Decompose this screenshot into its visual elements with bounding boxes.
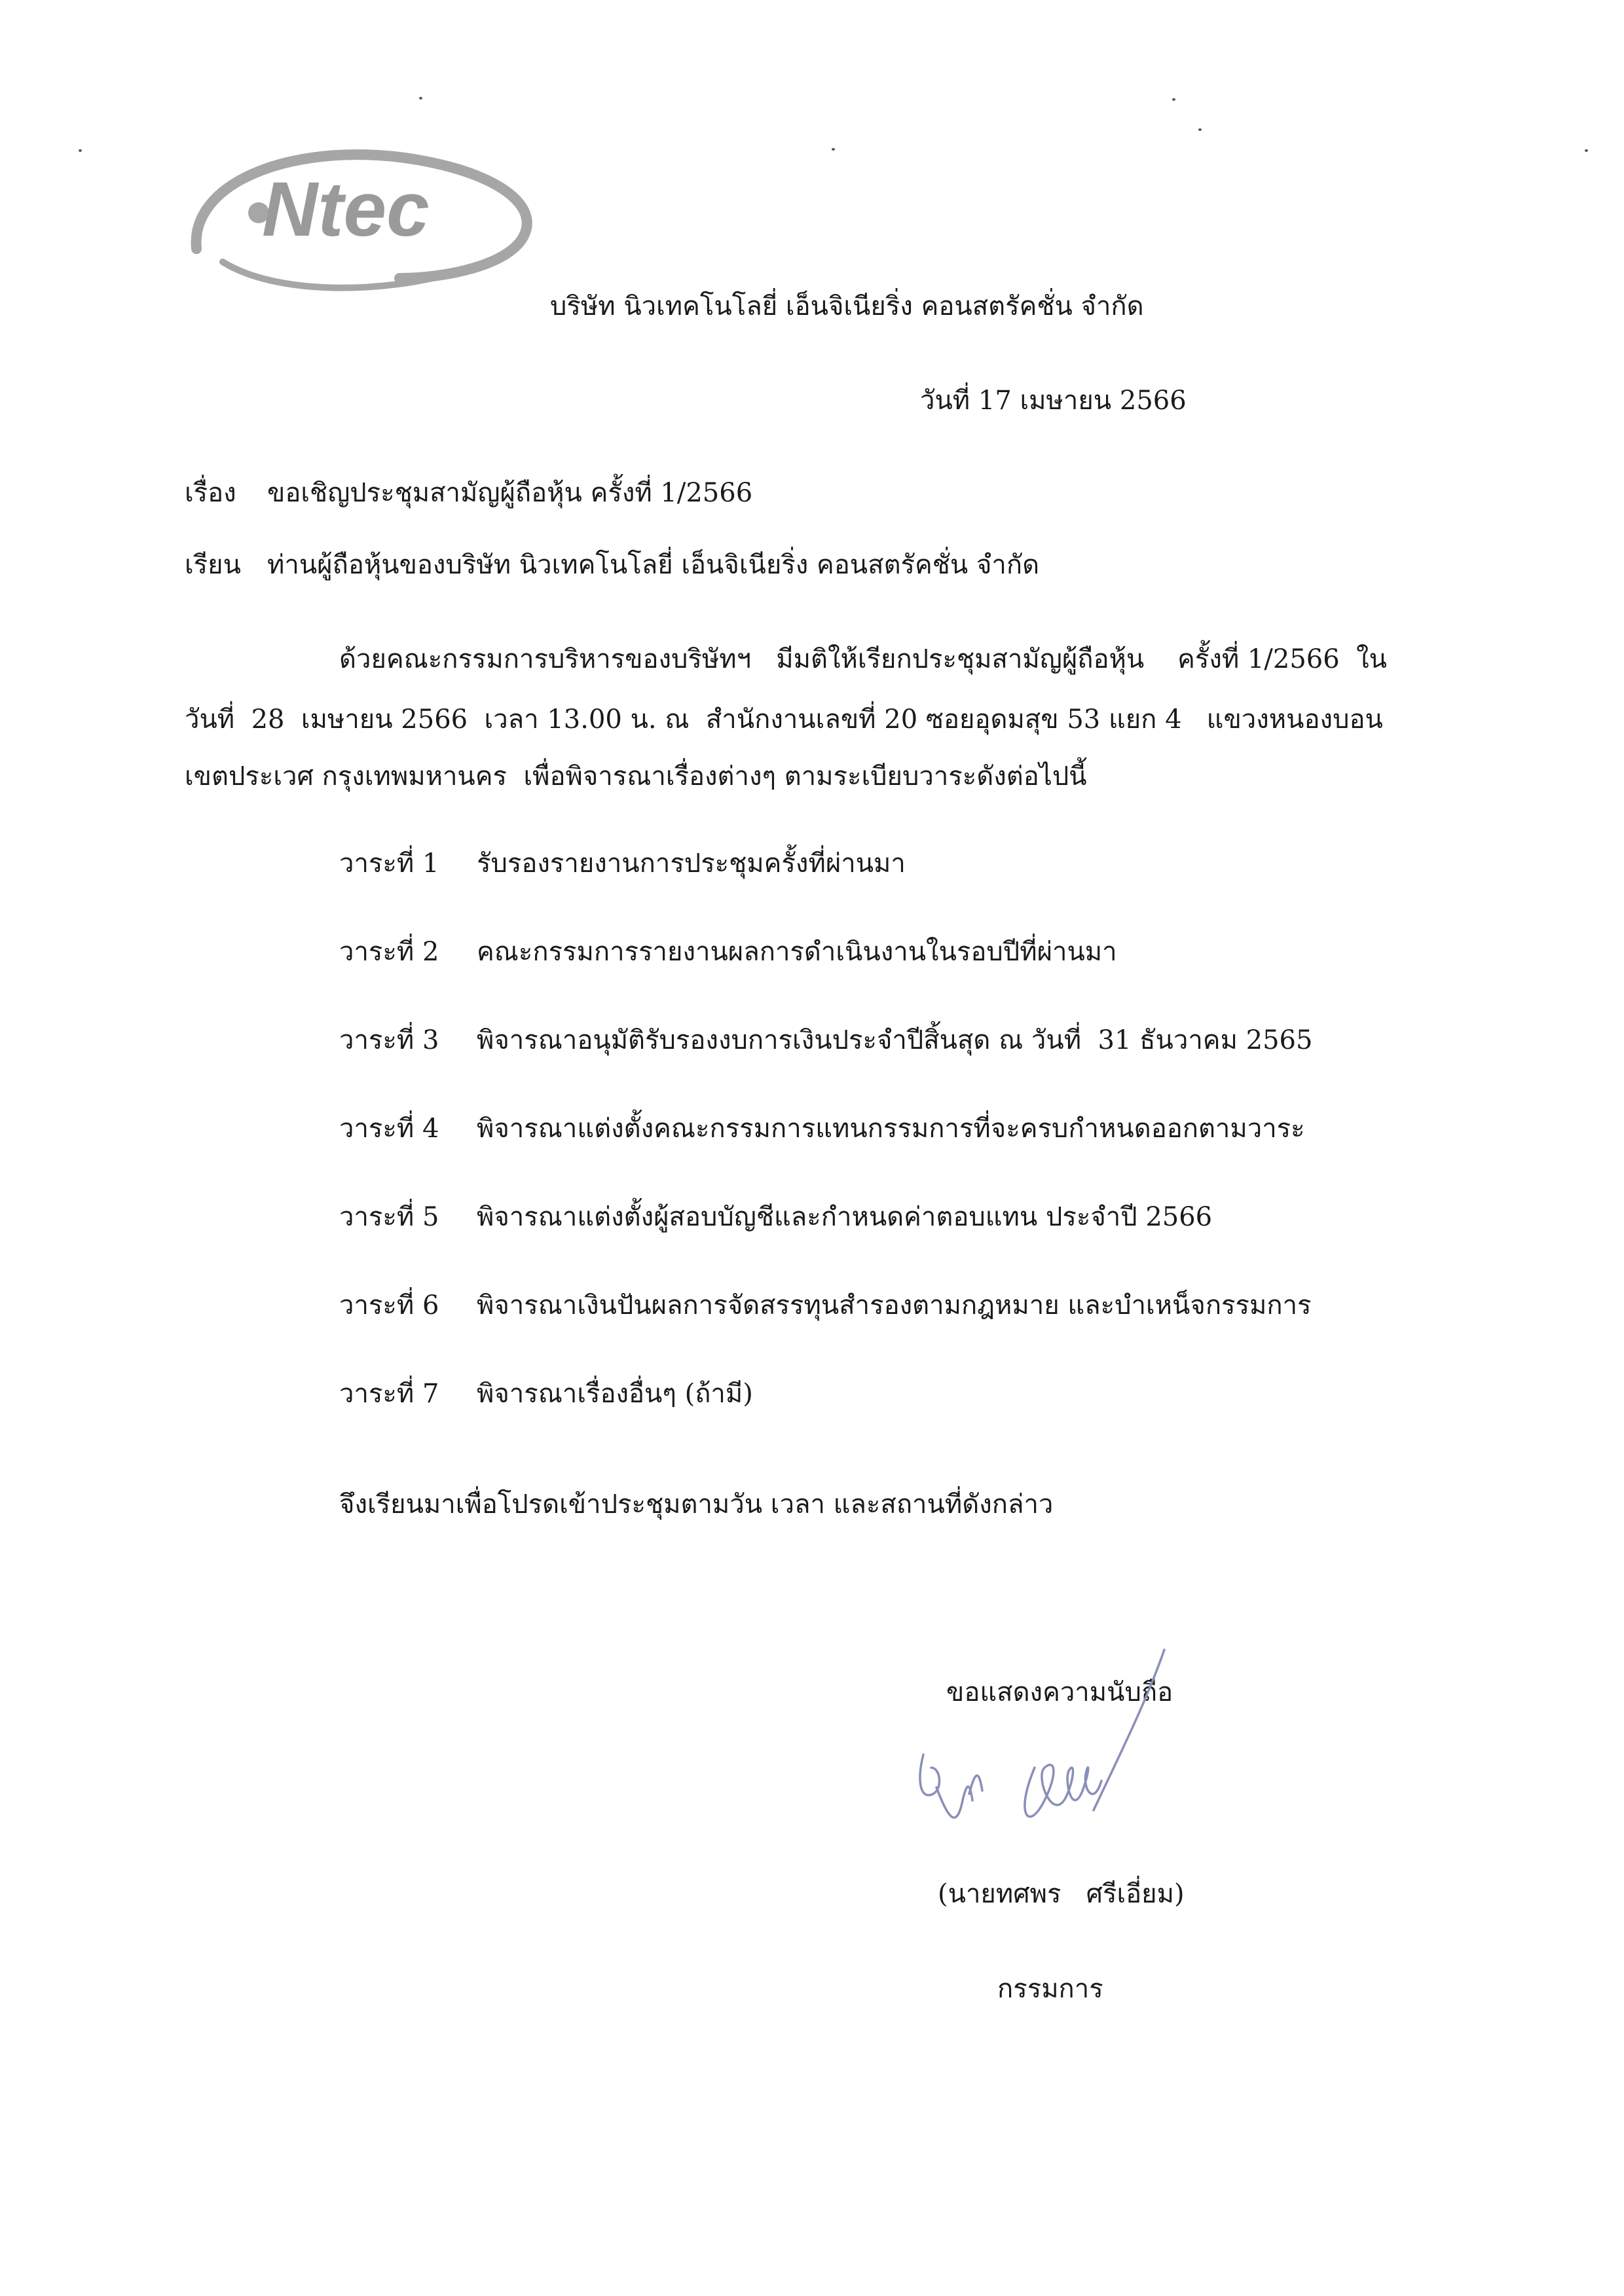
agenda-label: วาระที่ 1 bbox=[339, 848, 439, 879]
scan-speck bbox=[1172, 98, 1175, 101]
agenda-label: วาระที่ 6 bbox=[339, 1290, 439, 1321]
recipient-label: เรียน bbox=[185, 550, 241, 580]
subject-label: เรื่อง bbox=[185, 478, 236, 508]
signatory-name: (นายทศพร ศรีเอี่ยม) bbox=[938, 1879, 1185, 1909]
signature-image bbox=[897, 1637, 1264, 1853]
agenda-label: วาระที่ 4 bbox=[339, 1114, 439, 1144]
agenda-item: คณะกรรมการรายงานผลการดำเนินงานในรอบปีที่ผ่านมา bbox=[477, 937, 1117, 967]
agenda-label: วาระที่ 2 bbox=[339, 937, 439, 967]
closing-text: จึงเรียนมาเพื่อโปรดเข้าประชุมตามวัน เวลา และสถานที่ดังกล่าว bbox=[339, 1489, 1054, 1520]
agenda-item: พิจารณาเรื่องอื่นๆ (ถ้ามี) bbox=[477, 1379, 753, 1409]
company-name: บริษัท นิวเทคโนโลยี่ เอ็นจิเนียริ่ง คอนสตรัคชั่น จำกัด bbox=[550, 291, 1144, 321]
scan-speck bbox=[1585, 149, 1588, 152]
logo-text: Ntec bbox=[262, 166, 430, 253]
agenda-item: รับรองรายงานการประชุมครั้งที่ผ่านมา bbox=[477, 848, 906, 879]
agenda-item: พิจารณาอนุมัติรับรองงบการเงินประจำปีสิ้นสุด ณ วันที่ 31 ธันวาคม 2565 bbox=[477, 1025, 1313, 1055]
letter-date: วันที่ 17 เมษายน 2566 bbox=[920, 386, 1187, 416]
agenda-label: วาระที่ 7 bbox=[339, 1379, 439, 1409]
body-paragraph-line: วันที่ 28 เมษายน 2566 เวลา 13.00 น. ณ สำนักงานเลขที่ 20 ซอยอุดมสุข 53 แยก 4 แขวงหนองบอน bbox=[185, 704, 1383, 735]
ntec-logo-icon bbox=[183, 131, 550, 301]
agenda-item: พิจารณาแต่งตั้งผู้สอบบัญชีและกำหนดค่าตอบแทน ประจำปี 2566 bbox=[477, 1202, 1213, 1232]
agenda-item: พิจารณาเงินปันผลการจัดสรรทุนสำรองตามกฎหมาย และบำเหน็จกรรมการ bbox=[477, 1290, 1312, 1321]
regards-text: ขอแสดงความนับถือ bbox=[946, 1677, 1173, 1707]
agenda-label: วาระที่ 5 bbox=[339, 1202, 439, 1232]
agenda-label: วาระที่ 3 bbox=[339, 1025, 439, 1055]
recipient-text: ท่านผู้ถือหุ้นของบริษัท นิวเทคโนโลยี่ เอ็นจิเนียริ่ง คอนสตรัคชั่น จำกัด bbox=[267, 550, 1040, 580]
scan-speck bbox=[79, 149, 82, 152]
body-paragraph-line: เขตประเวศ กรุงเทพมหานคร เพื่อพิจารณาเรื่องต่างๆ ตามระเบียบวาระดังต่อไปนี้ bbox=[185, 761, 1087, 792]
signatory-title: กรรมการ bbox=[997, 1974, 1103, 2004]
subject-text: ขอเชิญประชุมสามัญผู้ถือหุ้น ครั้งที่ 1/2566 bbox=[267, 478, 753, 508]
scan-speck bbox=[1198, 128, 1202, 131]
body-paragraph-line: ด้วยคณะกรรมการบริหารของบริษัทฯ มีมติให้เรียกประชุมสามัญผู้ถือหุ้น ครั้งที่ 1/2566 ใน bbox=[339, 644, 1387, 674]
agenda-item: พิจารณาแต่งตั้งคณะกรรมการแทนกรรมการที่จะครบกำหนดออกตามวาระ bbox=[477, 1114, 1305, 1144]
scan-speck bbox=[832, 148, 835, 151]
scan-speck bbox=[419, 97, 422, 100]
